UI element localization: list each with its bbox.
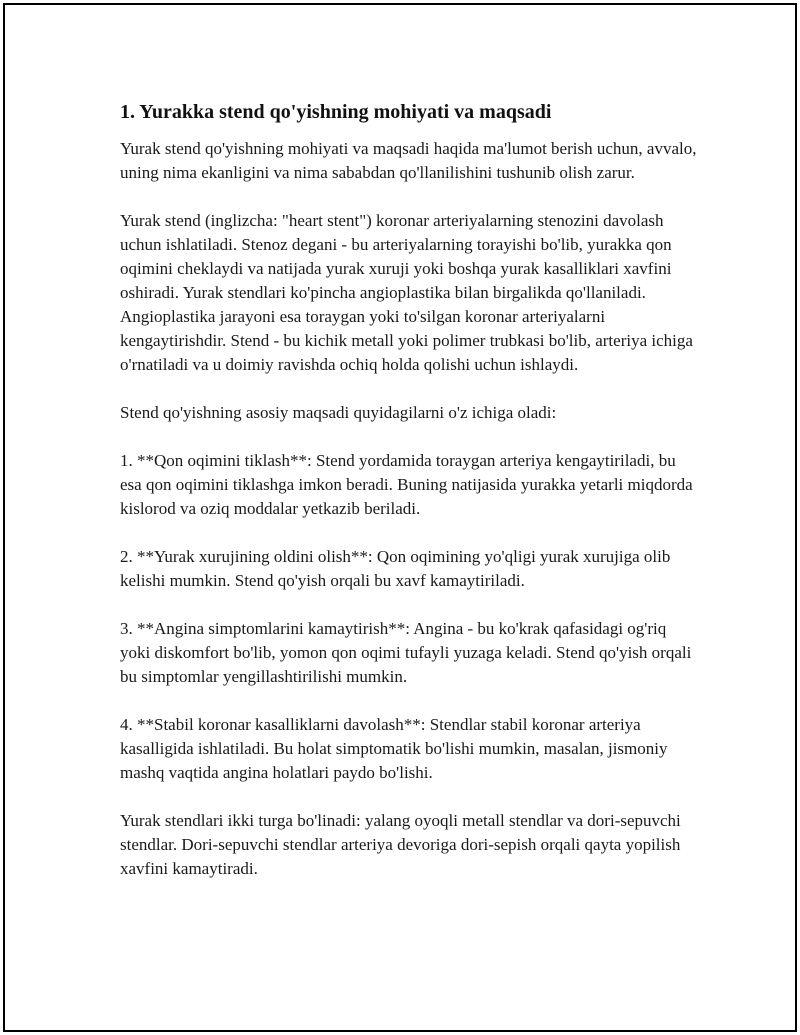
list-item-reduce-angina: 3. **Angina simptomlarini kamaytirish**: Angina - bu ko'krak qafasidagi og'riq yoki diskomfort bo'lib, yomon qon oqimi tufayli yuzaga keladi. Stend qo'yish orqali bu simptomlar yengillashtirilishi mumkin. xyxy=(120,619,692,686)
page-frame xyxy=(3,3,797,1032)
section-heading: 1. Yurakka stend qo'yishning mohiyati va maqsadi xyxy=(120,101,552,123)
paragraph-definition: Yurak stend (inglizcha: "heart stent") koronar arteriyalarning stenozini davolash uchun ishlatiladi. Stenoz degani - bu arteriyalarning torayishi bo'lib, yurakka qon oqimini cheklaydi va natijada yurak xuruji yoki boshqa yurak kasalliklari xavfini oshiradi. Yurak stendlari ko'pincha angioplastika bilan birgalikda qo'llaniladi. Angioplastika jarayoni esa toraygan yoki to'silgan koronar arteriyalarni kengaytirishdir. Stend - bu kichik metall yoki polimer trubkasi bo'lib, arteriya ichiga o'rnatiladi va u doimiy ravishda ochiq holda qolishi uchun ishlaydi. xyxy=(120,211,693,374)
paragraph-stent-types: Yurak stendlari ikki turga bo'linadi: yalang oyoqli metall stendlar va dori-sepuvchi stendlar. Dori-sepuvchi stendlar arteriya devoriga dori-sepish orqali qayta yopilish xavfini kamaytiradi. xyxy=(120,811,681,878)
list-item-prevent-heart-attack: 2. **Yurak xurujining oldini olish**: Qon oqimining yo'qligi yurak xurujiga olib kelishi mumkin. Stend qo'yish orqali bu xavf kamaytiriladi. xyxy=(120,547,671,590)
list-item-stable-coronary: 4. **Stabil koronar kasalliklarni davolash**: Stendlar stabil koronar arteriya kasalligida ishlatiladi. Bu holat simptomatik bo'lishi mumkin, masalan, jismoniy mashq vaqtida angina holatlari paydo bo'lishi. xyxy=(120,715,668,782)
paragraph-purpose-intro: Stend qo'yishning asosiy maqsadi quyidagilarni o'z ichiga oladi: xyxy=(120,403,557,422)
document-body xyxy=(120,99,700,881)
list-item-restore-blood-flow: 1. **Qon oqimini tiklash**: Stend yordamida toraygan arteriya kengaytiriladi, bu esa qon oqimini tiklashga imkon beradi. Buning natijasida yurakka yetarli miqdorda kislorod va oziq moddalar yetkazib beriladi. xyxy=(120,451,693,518)
paragraph-intro: Yurak stend qo'yishning mohiyati va maqsadi haqida ma'lumot berish uchun, avvalo, uning nima ekanligini va nima sababdan qo'llanilishini tushunib olish zarur. xyxy=(120,139,697,182)
